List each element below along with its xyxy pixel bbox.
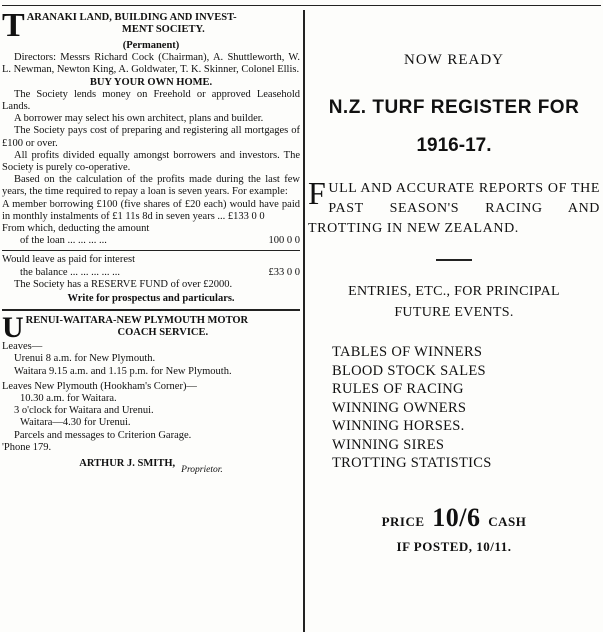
urenui-title: [2, 311, 300, 345]
taranaki-para-4: All profits divided equally amongst borrowers and investors. The Society is purely co-operative.: [2, 149, 300, 174]
list-item: TROTTING STATISTICS: [332, 455, 492, 471]
leave-amount: £33 0 0: [268, 266, 300, 278]
taranaki-drop-cap: T: [2, 7, 25, 44]
top-rule: [2, 5, 601, 6]
leave-line-1: Would leave as paid for interest: [2, 254, 135, 266]
list-item: TABLES OF WINNERS: [332, 344, 483, 360]
taranaki-para-5: Based on the calculation of the profits made during the last few years, the time required to repay a loan is seven years. For example:: [2, 174, 300, 198]
example-block: [2, 199, 300, 223]
price-suffix: CASH: [488, 513, 527, 529]
example-amount: £133 0 0: [227, 210, 265, 222]
list-item: WINNING OWNERS: [332, 399, 467, 416]
taranaki-para-2: A borrower may select his own architect, plans and builder.: [14, 113, 264, 125]
deduct-line-2: of the loan ... ... ... ...: [20, 235, 107, 247]
taranaki-title: [2, 7, 300, 44]
signature-block: [2, 458, 300, 476]
divider-dash: [436, 259, 472, 261]
price-label: PRICE: [381, 513, 425, 529]
price-line: [308, 503, 600, 533]
urenui-line-3: Leaves New Plymouth (Hookham's Corner)—: [2, 380, 197, 392]
urenui-title-line2: COACH SERVICE.: [117, 327, 209, 339]
list-item: RULES OF RACING: [332, 381, 464, 397]
list-item: WINNING SIRES: [332, 436, 445, 453]
urenui-line-7: Parcels and messages to Criterion Garage.: [14, 429, 192, 441]
list-item: WINNING HORSES.: [332, 418, 465, 434]
urenui-title-line1: RENUI-WAITARA-NEW PLYMOUTH MOTOR: [25, 315, 249, 327]
leaves-label: Leaves—: [2, 341, 43, 353]
advert-separator: [2, 309, 300, 311]
entries-block: [308, 281, 600, 323]
turf-year: 1916-17.: [416, 135, 492, 156]
deduct-row: [2, 235, 300, 247]
taranaki-subtitle: (Permanent): [122, 40, 180, 51]
turf-title: N.Z. TURF REGISTER FOR: [328, 97, 580, 118]
right-column: [308, 12, 600, 555]
urenui-line-2: Waitara 9.15 a.m. and 1.15 p.m. for New Plymouth.: [14, 365, 232, 377]
taranaki-title-line1: ARANAKI LAND, BUILDING AND INVEST-: [26, 12, 237, 23]
column-divider: [303, 10, 305, 632]
urenui-line-5: 3 o'clock for Waitara and Urenui.: [14, 405, 154, 417]
list-item: BLOOD STOCK SALES: [332, 362, 486, 379]
buy-home-heading: BUY YOUR OWN HOME.: [89, 76, 213, 88]
signature-name: ARTHUR J. SMITH,: [79, 458, 176, 470]
now-ready: NOW READY: [404, 52, 504, 68]
contents-list: [332, 343, 600, 473]
urenui-phone: 'Phone 179.: [2, 441, 52, 453]
sum-rule: [2, 250, 300, 251]
write-prospectus: Write for prospectus and particulars.: [67, 293, 235, 305]
posted-price: IF POSTED, 10/11.: [396, 538, 512, 554]
entries-line-2: FUTURE EVENTS.: [394, 305, 514, 320]
price-value: 10/6: [432, 502, 481, 532]
deduct-amount: 100 0 0: [268, 235, 300, 247]
urenui-line-6: Waitara—4.30 for Urenui.: [20, 417, 131, 429]
reserve-fund: The Society has a RESERVE FUND of over £2000.: [14, 278, 233, 290]
full-drop-cap: F: [308, 175, 327, 211]
taranaki-para-1: The Society lends money on Freehold or approved Leasehold Lands.: [2, 88, 300, 113]
signature-title: Proprietor.: [181, 465, 223, 476]
taranaki-title-line2: MENT SOCIETY.: [121, 24, 205, 36]
taranaki-advert: [2, 7, 300, 305]
leave-row: [2, 267, 300, 279]
leave-line-2: the balance ... ... ... ... ...: [20, 266, 121, 278]
taranaki-directors: Directors: Messrs Richard Cock (Chairman), A. Shuttleworth, W. L. Newman, Newton King, A. Goldwater, T. K. Skinner, Colonel Ellis.: [2, 52, 300, 76]
deduct-line-1: From which, deducting the amount: [2, 223, 150, 235]
full-reports-text: ULL AND ACCURATE REPORTS OF THE PAST SEASON'S RACING AND TROTTING IN NEW ZEALAND.: [308, 181, 600, 236]
entries-line-1: ENTRIES, ETC., FOR PRINCIPAL: [348, 284, 560, 299]
urenui-advert: [2, 311, 300, 476]
left-column: [2, 7, 300, 476]
example-text: A member borrowing £100 (five shares of £20 each) would have paid in monthly instalments of £1 11s 8d in seven years ...: [2, 198, 300, 222]
taranaki-para-3: The Society pays cost of preparing and registering all mortgages of £100 or over.: [2, 125, 300, 149]
full-reports: [308, 175, 600, 239]
urenui-drop-cap: U: [2, 311, 24, 345]
urenui-line-4: 10.30 a.m. for Waitara.: [20, 393, 117, 405]
urenui-line-1: Urenui 8 a.m. for New Plymouth.: [14, 353, 156, 365]
